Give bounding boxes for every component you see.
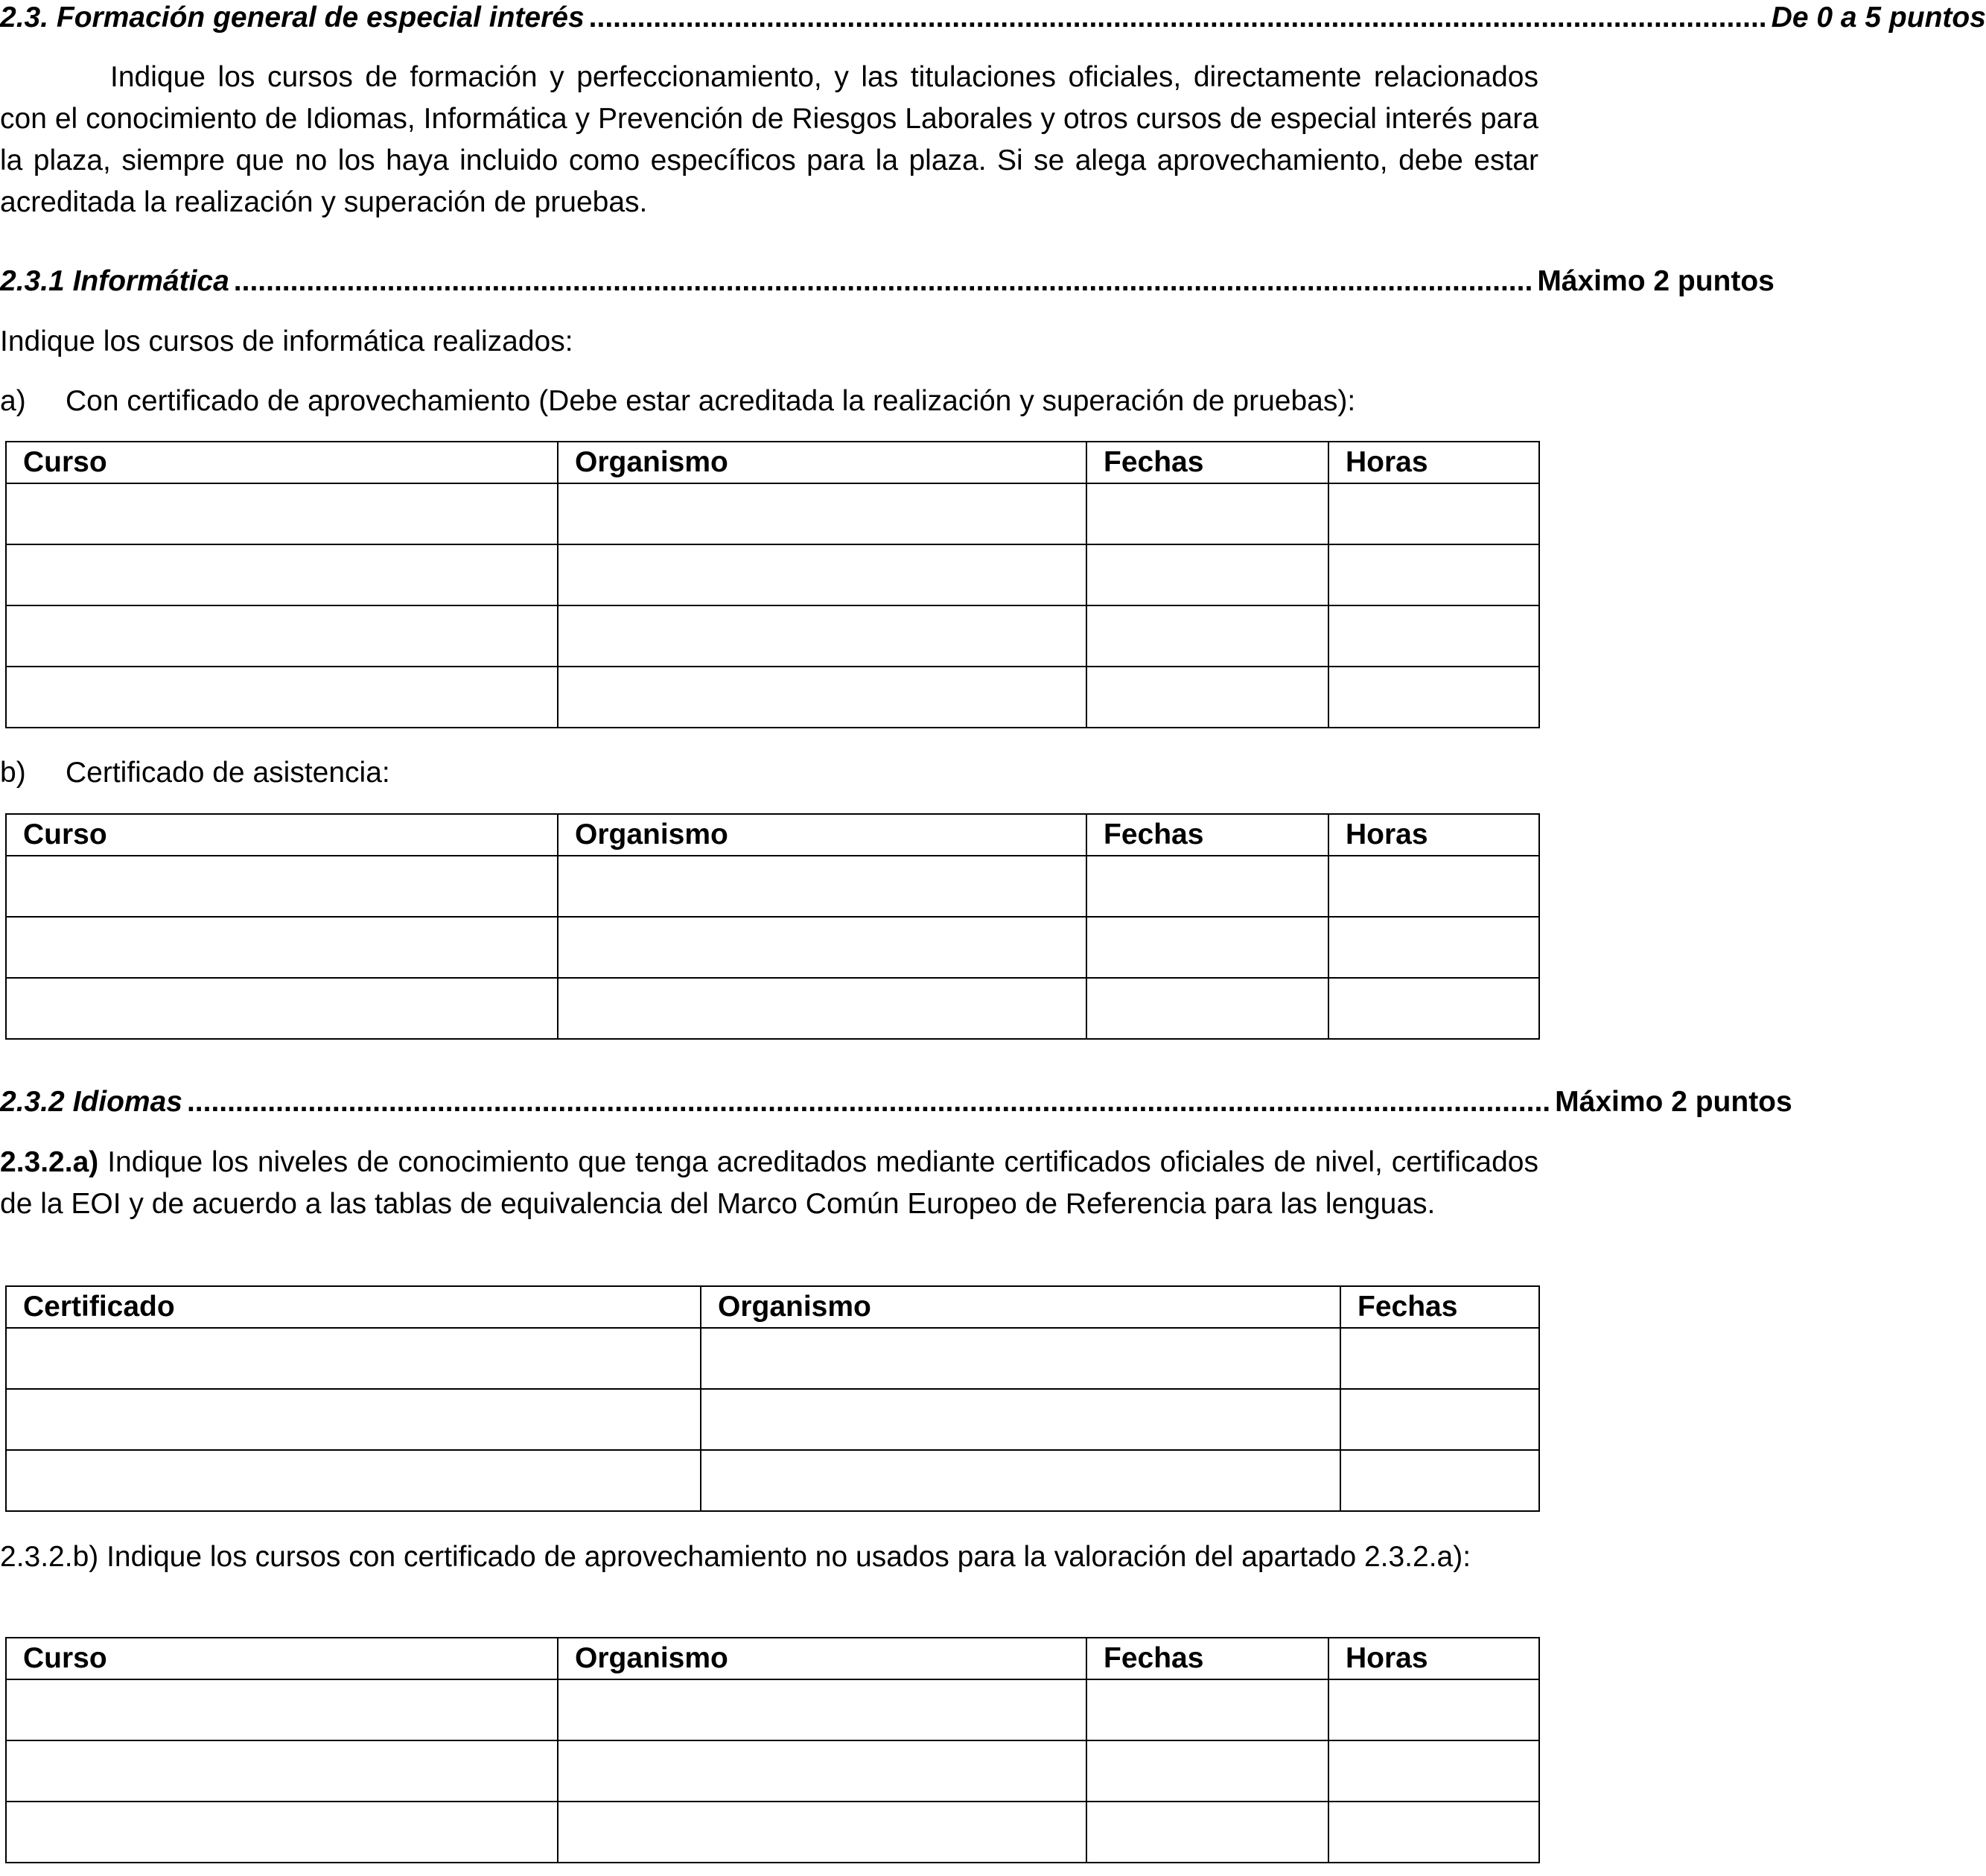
horas-cell[interactable] — [1328, 483, 1539, 544]
table-header-row — [6, 1638, 1539, 1679]
table-row — [6, 856, 1539, 917]
column-header-curso: Curso — [6, 1638, 558, 1679]
organismo-cell[interactable] — [558, 1802, 1086, 1863]
item-a-marker: a) — [0, 385, 26, 417]
certificado-cell[interactable] — [6, 1450, 701, 1511]
fechas-cell[interactable] — [1340, 1328, 1539, 1389]
curso-cell[interactable] — [6, 856, 558, 917]
table-row — [6, 1328, 1539, 1389]
section-2-3-2-heading — [0, 1081, 1792, 1123]
column-header-curso: Curso — [6, 442, 558, 483]
organismo-cell[interactable] — [558, 483, 1086, 544]
fechas-cell[interactable] — [1086, 856, 1328, 917]
column-header-horas: Horas — [1328, 442, 1539, 483]
curso-cell[interactable] — [6, 978, 558, 1039]
fechas-cell[interactable] — [1340, 1450, 1539, 1511]
item-a — [0, 381, 1355, 422]
section-2-3-1-title: 2.3.1 Informática — [0, 265, 229, 297]
fechas-cell[interactable] — [1086, 1679, 1328, 1740]
curso-cell[interactable] — [6, 1802, 558, 1863]
fechas-cell[interactable] — [1086, 1740, 1328, 1802]
column-header-certificado: Certificado — [6, 1286, 701, 1328]
horas-cell[interactable] — [1328, 1679, 1539, 1740]
table-row — [6, 978, 1539, 1039]
column-header-horas: Horas — [1328, 814, 1539, 856]
organismo-cell[interactable] — [558, 667, 1086, 728]
column-header-horas: Horas — [1328, 1638, 1539, 1679]
organismo-cell[interactable] — [701, 1450, 1340, 1511]
table-row — [6, 1802, 1539, 1863]
certificado-cell[interactable] — [6, 1328, 701, 1389]
informatica-instruction: Indique los cursos de informática realizados: — [0, 325, 573, 357]
curso-cell[interactable] — [6, 483, 558, 544]
organismo-cell[interactable] — [558, 978, 1086, 1039]
section-2-3-2-points: Máximo 2 puntos — [1555, 1086, 1792, 1118]
item-a-text: Con certificado de aprovechamiento (Debe estar acreditada la realización y superación de pruebas): — [66, 385, 1356, 417]
curso-cell[interactable] — [6, 605, 558, 667]
section-2-3-2-b-text: 2.3.2.b) Indique los cursos con certificado de aprovechamiento no usados para la valoración del apartado 2.3.2.a): — [0, 1541, 1471, 1573]
horas-cell[interactable] — [1328, 544, 1539, 605]
column-header-organismo: Organismo — [558, 442, 1086, 483]
table-row — [6, 1389, 1539, 1450]
table-header-row — [6, 442, 1539, 483]
dot-leader: ................................................................................................................................................................. — [233, 265, 1533, 297]
table-row — [6, 1679, 1539, 1740]
section-2-3-1-points: Máximo 2 puntos — [1537, 265, 1775, 297]
curso-cell[interactable] — [6, 544, 558, 605]
certificado-cell[interactable] — [6, 1389, 701, 1450]
horas-cell[interactable] — [1328, 917, 1539, 978]
section-2-3-2-a-label: 2.3.2.a) — [0, 1146, 99, 1178]
curso-cell[interactable] — [6, 917, 558, 978]
informatica-aprovechamiento-table — [5, 441, 1540, 728]
organismo-cell[interactable] — [558, 544, 1086, 605]
fechas-cell[interactable] — [1340, 1389, 1539, 1450]
column-header-organismo: Organismo — [558, 1638, 1086, 1679]
item-b-text: Certificado de asistencia: — [66, 757, 390, 789]
item-b-marker: b) — [0, 757, 26, 789]
organismo-cell[interactable] — [558, 856, 1086, 917]
fechas-cell[interactable] — [1086, 483, 1328, 544]
section-2-3-2-a-text — [0, 1142, 1538, 1225]
column-header-organismo: Organismo — [701, 1286, 1340, 1328]
horas-cell[interactable] — [1328, 605, 1539, 667]
column-header-fechas: Fechas — [1086, 814, 1328, 856]
column-header-fechas: Fechas — [1086, 1638, 1328, 1679]
horas-cell[interactable] — [1328, 978, 1539, 1039]
fechas-cell[interactable] — [1086, 605, 1328, 667]
section-2-3-2-title: 2.3.2 Idiomas — [0, 1086, 182, 1118]
organismo-cell[interactable] — [558, 1740, 1086, 1802]
column-header-fechas: Fechas — [1086, 442, 1328, 483]
fechas-cell[interactable] — [1086, 667, 1328, 728]
table-row — [6, 1450, 1539, 1511]
column-header-curso: Curso — [6, 814, 558, 856]
idiomas-aprovechamiento-table — [5, 1637, 1540, 1863]
curso-cell[interactable] — [6, 1679, 558, 1740]
section-2-3-points: De 0 a 5 puntos — [1771, 1, 1986, 34]
organismo-cell[interactable] — [558, 1679, 1086, 1740]
horas-cell[interactable] — [1328, 667, 1539, 728]
table-row — [6, 544, 1539, 605]
fechas-cell[interactable] — [1086, 917, 1328, 978]
informatica-asistencia-table — [5, 813, 1540, 1040]
section-2-3-intro — [0, 57, 1538, 223]
item-b — [0, 752, 390, 794]
organismo-cell[interactable] — [701, 1328, 1340, 1389]
horas-cell[interactable] — [1328, 856, 1539, 917]
fechas-cell[interactable] — [1086, 978, 1328, 1039]
section-2-3-title: 2.3. Formación general de especial interés — [0, 1, 585, 34]
table-row — [6, 1740, 1539, 1802]
column-header-organismo: Organismo — [558, 814, 1086, 856]
curso-cell[interactable] — [6, 1740, 558, 1802]
section-2-3-2-a-body: Indique los niveles de conocimiento que tenga acreditados mediante certificados oficiales de nivel, certificados de la EOI y de acuerdo a las tablas de equivalencia del Marco Común Europeo de Referencia para las lenguas. — [0, 1146, 1538, 1220]
dot-leader: .................................................................................................................................................. — [588, 1, 1767, 34]
table-row — [6, 605, 1539, 667]
curso-cell[interactable] — [6, 667, 558, 728]
table-row — [6, 667, 1539, 728]
table-header-row — [6, 814, 1539, 856]
table-row — [6, 917, 1539, 978]
dot-leader: ......................................................................................................................................................................... — [186, 1086, 1551, 1118]
organismo-cell[interactable] — [558, 917, 1086, 978]
section-2-3-intro-text: Indique los cursos de formación y perfeccionamiento, y las titulaciones oficiales, directamente relacionados con el conocimiento de Idiomas, Informática y Prevención de Riesgos Laborales y otros cursos de especial interés para la plaza, siempre que no los haya incluido como específicos para la plaza. Si se alega aprovechamiento, debe estar acreditada la realización y superación de pruebas. — [0, 61, 1538, 218]
column-header-fechas: Fechas — [1340, 1286, 1539, 1328]
table-header-row — [6, 1286, 1539, 1328]
idiomas-certificados-table — [5, 1285, 1540, 1512]
section-2-3-heading — [0, 0, 1986, 39]
section-2-3-1-heading — [0, 261, 1775, 302]
fechas-cell[interactable] — [1086, 1802, 1328, 1863]
horas-cell[interactable] — [1328, 1802, 1539, 1863]
organismo-cell[interactable] — [558, 605, 1086, 667]
fechas-cell[interactable] — [1086, 544, 1328, 605]
table-row — [6, 483, 1539, 544]
horas-cell[interactable] — [1328, 1740, 1539, 1802]
organismo-cell[interactable] — [701, 1389, 1340, 1450]
